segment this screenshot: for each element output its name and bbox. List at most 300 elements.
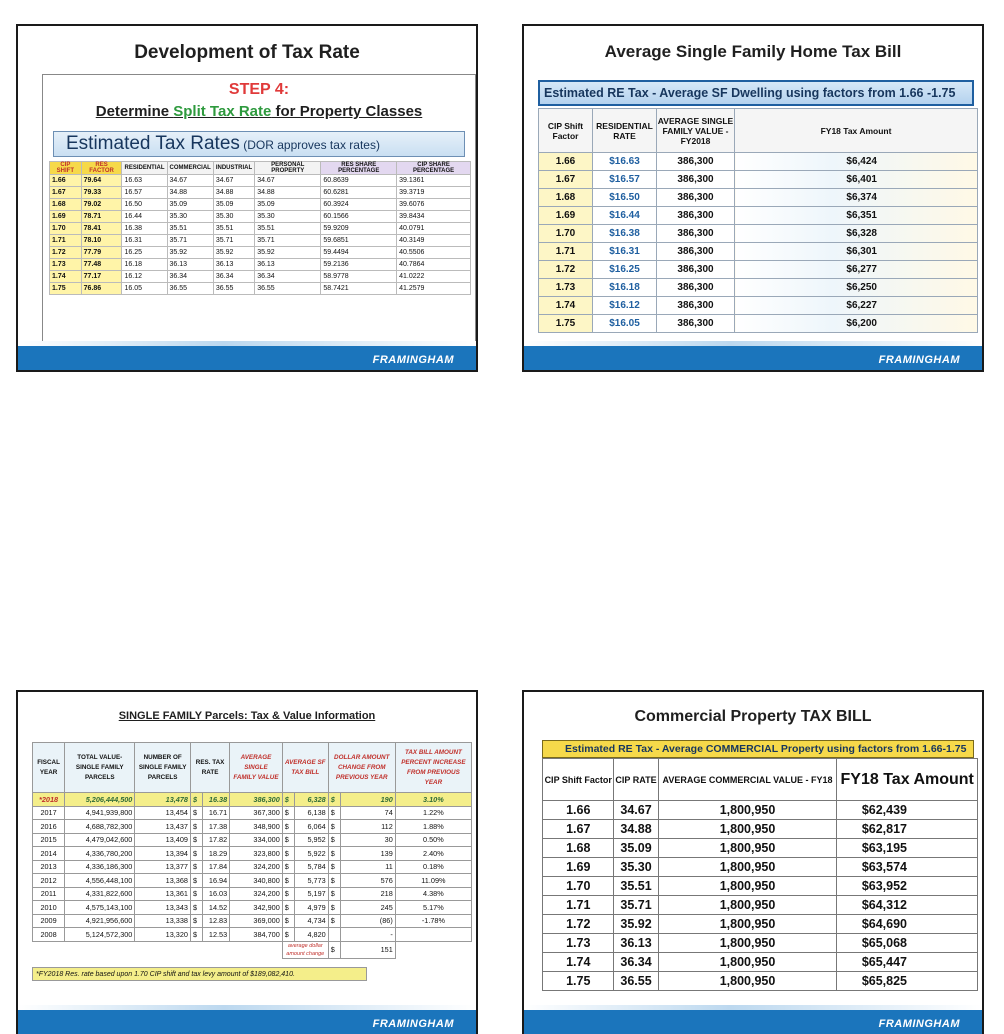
table-row bbox=[50, 199, 471, 211]
table-cell: 1.68 bbox=[50, 199, 82, 211]
currency-symbol: $ bbox=[328, 874, 340, 888]
table-cell: 36.55 bbox=[614, 972, 658, 991]
table-cell: 13,343 bbox=[135, 901, 191, 915]
table-cell: 16.31 bbox=[122, 235, 167, 247]
currency-symbol: $ bbox=[328, 901, 340, 915]
currency-symbol: $ bbox=[282, 847, 294, 861]
currency-symbol: $ bbox=[282, 914, 294, 928]
currency-symbol: $ bbox=[328, 833, 340, 847]
table-cell: 36.34 bbox=[213, 271, 254, 283]
table-cell: $16.25 bbox=[593, 261, 657, 279]
table-cell: 4,575,143,100 bbox=[65, 901, 135, 915]
table-cell: 1.71 bbox=[50, 235, 82, 247]
table-cell: 76.86 bbox=[81, 283, 122, 295]
table-cell: 1,800,950 bbox=[658, 953, 837, 972]
column-header: CIP SHIFT bbox=[50, 162, 82, 175]
table-cell: 348,900 bbox=[230, 820, 283, 834]
table-cell: 60.3924 bbox=[321, 199, 397, 211]
table-cell: 386,300 bbox=[230, 793, 283, 807]
table-cell: 1.73 bbox=[543, 934, 614, 953]
currency-symbol: $ bbox=[190, 793, 202, 807]
table-cell: 1.69 bbox=[539, 207, 593, 225]
column-header: RES FACTOR bbox=[81, 162, 122, 175]
table-cell: 13,361 bbox=[135, 887, 191, 901]
table-cell: 1.68 bbox=[543, 839, 614, 858]
table-cell: 59.2136 bbox=[321, 259, 397, 271]
table-cell: 36.55 bbox=[213, 283, 254, 295]
table-cell: 16.12 bbox=[122, 271, 167, 283]
table-row bbox=[33, 887, 472, 901]
column-header: AVERAGE SF TAX BILL bbox=[282, 743, 328, 793]
table-cell: 4,921,956,600 bbox=[65, 914, 135, 928]
table-cell: 60.8639 bbox=[321, 175, 397, 187]
table-cell: 1.74 bbox=[539, 297, 593, 315]
table-row bbox=[33, 874, 472, 888]
table-cell: 13,320 bbox=[135, 928, 191, 942]
tax-rates-table bbox=[49, 161, 471, 295]
currency-symbol: $ bbox=[282, 928, 294, 942]
column-header: FY18 Tax Amount bbox=[837, 759, 978, 801]
table-cell: 5,206,444,500 bbox=[65, 793, 135, 807]
table-cell: 2012 bbox=[33, 874, 65, 888]
table-cell: 4,820 bbox=[294, 928, 328, 942]
table-cell: 35.92 bbox=[255, 247, 321, 259]
table-cell: 340,800 bbox=[230, 874, 283, 888]
table-cell: 190 bbox=[340, 793, 395, 807]
footer-band bbox=[524, 346, 982, 370]
table-cell: 2010 bbox=[33, 901, 65, 915]
table-cell: 36.34 bbox=[614, 953, 658, 972]
table-cell: 16.03 bbox=[202, 887, 229, 901]
table-cell: 386,300 bbox=[657, 261, 735, 279]
table-cell: 39.3719 bbox=[397, 187, 471, 199]
table-cell: 334,000 bbox=[230, 833, 283, 847]
column-header: PERSONAL PROPERTY bbox=[255, 162, 321, 175]
table-row bbox=[33, 847, 472, 861]
currency-symbol: $ bbox=[282, 874, 294, 888]
table-row bbox=[539, 207, 978, 225]
subhead-pre: Determine bbox=[95, 103, 174, 120]
column-header: CIP SHARE PERCENTAGE bbox=[397, 162, 471, 175]
table-cell: 2015 bbox=[33, 833, 65, 847]
table-cell: 36.55 bbox=[255, 283, 321, 295]
currency-symbol: $ bbox=[328, 806, 340, 820]
table-cell: 35.30 bbox=[213, 211, 254, 223]
table-cell: 1,800,950 bbox=[658, 877, 837, 896]
table-cell: 14.52 bbox=[202, 901, 229, 915]
table-cell: 35.92 bbox=[167, 247, 213, 259]
column-header: TOTAL VALUE- SINGLE FAMILY PARCELS bbox=[65, 743, 135, 793]
table-cell: $6,277 bbox=[735, 261, 978, 279]
framingham-logo: FRAMINGHAM bbox=[878, 354, 960, 366]
table-cell: 59.9209 bbox=[321, 223, 397, 235]
table-cell: 1,800,950 bbox=[658, 915, 837, 934]
table-cell: 16.25 bbox=[122, 247, 167, 259]
table-cell: 35.71 bbox=[213, 235, 254, 247]
table-cell: 13,394 bbox=[135, 847, 191, 861]
table-cell: 40.0791 bbox=[397, 223, 471, 235]
table-cell: 35.51 bbox=[167, 223, 213, 235]
column-header: RES. TAX RATE bbox=[190, 743, 229, 793]
column-header: AVERAGE SINGLE FAMILY VALUE - FY2018 bbox=[657, 109, 735, 153]
table-cell: 40.5506 bbox=[397, 247, 471, 259]
table-row bbox=[50, 223, 471, 235]
table-row bbox=[539, 297, 978, 315]
subhead-post: for Property Classes bbox=[271, 103, 423, 120]
table-cell: 386,300 bbox=[657, 207, 735, 225]
table-cell: $62,439 bbox=[837, 801, 978, 820]
est-note: (DOR approves tax rates) bbox=[239, 138, 380, 152]
table-cell: 35.30 bbox=[167, 211, 213, 223]
footer-band bbox=[524, 1010, 982, 1034]
slide-single-family-parcels bbox=[16, 690, 478, 1034]
table-row bbox=[543, 820, 978, 839]
table-cell: 1.88% bbox=[395, 820, 471, 834]
table-row bbox=[50, 175, 471, 187]
table-cell: $63,195 bbox=[837, 839, 978, 858]
table-cell: 35.92 bbox=[614, 915, 658, 934]
table-cell: 77.79 bbox=[81, 247, 122, 259]
table-cell: 30 bbox=[340, 833, 395, 847]
table-cell: 4,556,448,100 bbox=[65, 874, 135, 888]
currency-symbol: $ bbox=[190, 833, 202, 847]
average-row bbox=[33, 941, 472, 958]
table-cell: 35.92 bbox=[213, 247, 254, 259]
table-cell: 384,700 bbox=[230, 928, 283, 942]
table-cell: $16.50 bbox=[593, 189, 657, 207]
table-cell: 74 bbox=[340, 806, 395, 820]
table-cell: 35.71 bbox=[614, 896, 658, 915]
table-cell: 6,064 bbox=[294, 820, 328, 834]
sf-tax-table bbox=[538, 108, 978, 333]
table-cell: 16.63 bbox=[122, 175, 167, 187]
table-cell: 1.74 bbox=[50, 271, 82, 283]
table-cell: 1.71 bbox=[543, 896, 614, 915]
table-cell: 13,377 bbox=[135, 860, 191, 874]
table-row bbox=[50, 211, 471, 223]
table-cell: *2018 bbox=[33, 793, 65, 807]
framingham-logo: FRAMINGHAM bbox=[878, 1018, 960, 1030]
table-cell: 5,197 bbox=[294, 887, 328, 901]
table-row bbox=[543, 896, 978, 915]
empty-cell bbox=[328, 928, 340, 942]
currency-symbol: $ bbox=[282, 793, 294, 807]
currency-symbol: $ bbox=[190, 901, 202, 915]
table-cell: 36.34 bbox=[167, 271, 213, 283]
table-cell: 1.70 bbox=[539, 225, 593, 243]
column-header: INDUSTRIAL bbox=[213, 162, 254, 175]
table-cell: 35.30 bbox=[255, 211, 321, 223]
table-cell: 12.83 bbox=[202, 914, 229, 928]
estimated-rates-header bbox=[53, 131, 465, 157]
table-row bbox=[543, 877, 978, 896]
table-row bbox=[33, 914, 472, 928]
table-cell: 369,000 bbox=[230, 914, 283, 928]
step-label: STEP 4: bbox=[228, 81, 290, 98]
table-cell: 78.10 bbox=[81, 235, 122, 247]
table-cell: 2016 bbox=[33, 820, 65, 834]
table-cell: 13,454 bbox=[135, 806, 191, 820]
table-row bbox=[33, 806, 472, 820]
table-cell: 35.09 bbox=[255, 199, 321, 211]
table-cell: $62,817 bbox=[837, 820, 978, 839]
table-cell: $16.57 bbox=[593, 171, 657, 189]
table-cell: 16.94 bbox=[202, 874, 229, 888]
currency-symbol: $ bbox=[328, 860, 340, 874]
column-header: AVERAGE COMMERCIAL VALUE - FY18 bbox=[658, 759, 837, 801]
table-cell: $16.31 bbox=[593, 243, 657, 261]
table-cell: 0.18% bbox=[395, 860, 471, 874]
table-caption-bar: Estimated RE Tax - Average SF Dwelling using factors from 1.66 -1.75 bbox=[538, 80, 974, 106]
table-row bbox=[539, 171, 978, 189]
table-cell: 13,368 bbox=[135, 874, 191, 888]
table-cell: 41.0222 bbox=[397, 271, 471, 283]
table-cell: 1.67 bbox=[539, 171, 593, 189]
table-cell: 5,952 bbox=[294, 833, 328, 847]
table-cell: 386,300 bbox=[657, 189, 735, 207]
table-cell: 1.75 bbox=[543, 972, 614, 991]
column-header: NUMBER OF SINGLE FAMILY PARCELS bbox=[135, 743, 191, 793]
table-cell: $16.18 bbox=[593, 279, 657, 297]
content-panel bbox=[42, 74, 476, 342]
table-cell: 5,922 bbox=[294, 847, 328, 861]
table-cell: 323,800 bbox=[230, 847, 283, 861]
table-cell: $6,301 bbox=[735, 243, 978, 261]
column-header: RESIDENTIAL RATE bbox=[593, 109, 657, 153]
table-row bbox=[539, 279, 978, 297]
table-cell: 1.75 bbox=[539, 315, 593, 333]
currency-symbol: $ bbox=[328, 847, 340, 861]
table-cell: 1.75 bbox=[50, 283, 82, 295]
table-cell: 386,300 bbox=[657, 225, 735, 243]
table-cell: $6,351 bbox=[735, 207, 978, 225]
table-cell: 18.29 bbox=[202, 847, 229, 861]
table-cell: 78.41 bbox=[81, 223, 122, 235]
table-cell: 386,300 bbox=[657, 315, 735, 333]
table-cell: 2009 bbox=[33, 914, 65, 928]
table-row bbox=[50, 271, 471, 283]
slide-title: Development of Tax Rate bbox=[134, 42, 360, 63]
column-header: COMMERCIAL bbox=[167, 162, 213, 175]
table-cell: 2013 bbox=[33, 860, 65, 874]
table-cell: $16.12 bbox=[593, 297, 657, 315]
column-header: CIP RATE bbox=[614, 759, 658, 801]
table-row bbox=[50, 187, 471, 199]
table-cell: 1.66 bbox=[539, 153, 593, 171]
currency-symbol: $ bbox=[282, 860, 294, 874]
table-cell: 1.74 bbox=[543, 953, 614, 972]
table-cell: 13,409 bbox=[135, 833, 191, 847]
framingham-logo: FRAMINGHAM bbox=[372, 1018, 454, 1030]
table-cell: 17.84 bbox=[202, 860, 229, 874]
table-cell: 36.13 bbox=[255, 259, 321, 271]
table-cell: $6,374 bbox=[735, 189, 978, 207]
table-cell: 386,300 bbox=[657, 279, 735, 297]
table-cell: 34.67 bbox=[213, 175, 254, 187]
table-cell: 16.44 bbox=[122, 211, 167, 223]
table-cell: 1,800,950 bbox=[658, 820, 837, 839]
framingham-logo: FRAMINGHAM bbox=[372, 354, 454, 366]
currency-symbol: $ bbox=[328, 793, 340, 807]
table-cell: 77.17 bbox=[81, 271, 122, 283]
table-row bbox=[50, 235, 471, 247]
table-cell: 4,734 bbox=[294, 914, 328, 928]
table-cell: 5.17% bbox=[395, 901, 471, 915]
table-cell: 1.70 bbox=[50, 223, 82, 235]
table-cell: $6,424 bbox=[735, 153, 978, 171]
table-cell: 4,336,780,200 bbox=[65, 847, 135, 861]
currency-symbol: $ bbox=[190, 820, 202, 834]
table-cell: 35.51 bbox=[255, 223, 321, 235]
column-header: CIP Shift Factor bbox=[539, 109, 593, 153]
table-cell: 60.6281 bbox=[321, 187, 397, 199]
table-row bbox=[539, 243, 978, 261]
table-cell: 34.67 bbox=[167, 175, 213, 187]
table-cell: 34.88 bbox=[614, 820, 658, 839]
average-value: 151 bbox=[340, 941, 395, 958]
table-row bbox=[33, 860, 472, 874]
table-cell: 34.88 bbox=[167, 187, 213, 199]
slide-average-single-family-tax-bill bbox=[522, 24, 984, 372]
table-cell: 1,800,950 bbox=[658, 858, 837, 877]
table-cell: 324,200 bbox=[230, 887, 283, 901]
table-cell: 35.09 bbox=[614, 839, 658, 858]
table-cell: 40.7864 bbox=[397, 259, 471, 271]
table-row bbox=[539, 315, 978, 333]
table-cell: $16.44 bbox=[593, 207, 657, 225]
table-cell: 36.55 bbox=[167, 283, 213, 295]
currency-symbol: $ bbox=[190, 847, 202, 861]
footer-band bbox=[18, 1010, 476, 1034]
table-cell: 16.38 bbox=[122, 223, 167, 235]
table-cell: 1,800,950 bbox=[658, 801, 837, 820]
table-cell: 41.2579 bbox=[397, 283, 471, 295]
table-cell: 1.70 bbox=[543, 877, 614, 896]
table-cell: 16.18 bbox=[122, 259, 167, 271]
table-cell: 1.22% bbox=[395, 806, 471, 820]
table-cell: 1.68 bbox=[539, 189, 593, 207]
average-label: average dollar amount change bbox=[282, 941, 328, 958]
table-cell: 1.73 bbox=[539, 279, 593, 297]
table-cell: 78.71 bbox=[81, 211, 122, 223]
table-cell: 79.33 bbox=[81, 187, 122, 199]
table-cell: 40.3149 bbox=[397, 235, 471, 247]
currency-symbol: $ bbox=[328, 820, 340, 834]
table-cell: 6,328 bbox=[294, 793, 328, 807]
table-cell: 35.51 bbox=[213, 223, 254, 235]
table-cell: 13,338 bbox=[135, 914, 191, 928]
table-cell: 3.10% bbox=[395, 793, 471, 807]
table-cell: 34.67 bbox=[614, 801, 658, 820]
table-cell: 35.30 bbox=[614, 858, 658, 877]
table-cell: 34.88 bbox=[255, 187, 321, 199]
column-header: TAX BILL AMOUNT PERCENT INCREASE FROM PREVIOUS YEAR bbox=[395, 743, 471, 793]
table-cell: 34.88 bbox=[213, 187, 254, 199]
table-row bbox=[543, 839, 978, 858]
table-cell: 1,800,950 bbox=[658, 934, 837, 953]
table-cell: 1.67 bbox=[50, 187, 82, 199]
table-cell: 4,479,042,600 bbox=[65, 833, 135, 847]
table-cell: $16.05 bbox=[593, 315, 657, 333]
table-cell: $16.63 bbox=[593, 153, 657, 171]
column-header: RES SHARE PERCENTAGE bbox=[321, 162, 397, 175]
table-cell: 11 bbox=[340, 860, 395, 874]
table-row bbox=[50, 259, 471, 271]
table-cell: 34.67 bbox=[255, 175, 321, 187]
column-header: AVERAGE SINGLE FAMILY VALUE bbox=[230, 743, 283, 793]
table-row bbox=[33, 928, 472, 942]
table-cell: 386,300 bbox=[657, 171, 735, 189]
table-row bbox=[539, 189, 978, 207]
table-cell: 16.05 bbox=[122, 283, 167, 295]
table-cell: 58.7421 bbox=[321, 283, 397, 295]
table-cell: 35.71 bbox=[167, 235, 213, 247]
table-cell: 77.48 bbox=[81, 259, 122, 271]
column-header: FISCAL YEAR bbox=[33, 743, 65, 793]
slide-title: Commercial Property TAX BILL bbox=[634, 708, 872, 725]
table-cell: $65,825 bbox=[837, 972, 978, 991]
table-cell: 0.50% bbox=[395, 833, 471, 847]
footnote: *FY2018 Res. rate based upon 1.70 CIP shift and tax levy amount of $189,082,410. bbox=[32, 967, 367, 981]
table-row bbox=[539, 153, 978, 171]
table-row bbox=[543, 858, 978, 877]
table-cell: 386,300 bbox=[657, 297, 735, 315]
table-cell: $6,401 bbox=[735, 171, 978, 189]
table-cell: $6,250 bbox=[735, 279, 978, 297]
currency-symbol: $ bbox=[282, 820, 294, 834]
table-row bbox=[543, 953, 978, 972]
table-cell: 16.57 bbox=[122, 187, 167, 199]
table-cell: 2017 bbox=[33, 806, 65, 820]
commercial-tax-table bbox=[542, 758, 978, 991]
table-cell: 59.6851 bbox=[321, 235, 397, 247]
table-cell: 4,979 bbox=[294, 901, 328, 915]
table-cell: 5,773 bbox=[294, 874, 328, 888]
table-row bbox=[543, 801, 978, 820]
table-cell: $6,328 bbox=[735, 225, 978, 243]
table-cell: 2014 bbox=[33, 847, 65, 861]
table-cell: 112 bbox=[340, 820, 395, 834]
table-cell: 386,300 bbox=[657, 153, 735, 171]
table-cell: 5,124,572,300 bbox=[65, 928, 135, 942]
table-cell: 2008 bbox=[33, 928, 65, 942]
table-cell: $63,952 bbox=[837, 877, 978, 896]
table-cell: 35.09 bbox=[167, 199, 213, 211]
currency-symbol: $ bbox=[282, 833, 294, 847]
table-cell: 17.82 bbox=[202, 833, 229, 847]
table-cell: 342,900 bbox=[230, 901, 283, 915]
table-cell: 39.8434 bbox=[397, 211, 471, 223]
table-cell: 36.13 bbox=[614, 934, 658, 953]
table-cell: 79.02 bbox=[81, 199, 122, 211]
currency-symbol: $ bbox=[328, 941, 340, 958]
table-cell: 1.66 bbox=[543, 801, 614, 820]
table-cell: 12.53 bbox=[202, 928, 229, 942]
table-cell: 4.38% bbox=[395, 887, 471, 901]
table-row bbox=[50, 247, 471, 259]
table-cell bbox=[395, 928, 471, 942]
currency-symbol: $ bbox=[190, 887, 202, 901]
empty-cell bbox=[395, 941, 471, 958]
table-cell: 1.72 bbox=[543, 915, 614, 934]
table-cell: 218 bbox=[340, 887, 395, 901]
currency-symbol: $ bbox=[328, 887, 340, 901]
table-cell: 1.72 bbox=[539, 261, 593, 279]
table-cell: 1.72 bbox=[50, 247, 82, 259]
table-cell: 2.40% bbox=[395, 847, 471, 861]
currency-symbol: $ bbox=[282, 806, 294, 820]
table-cell: 139 bbox=[340, 847, 395, 861]
